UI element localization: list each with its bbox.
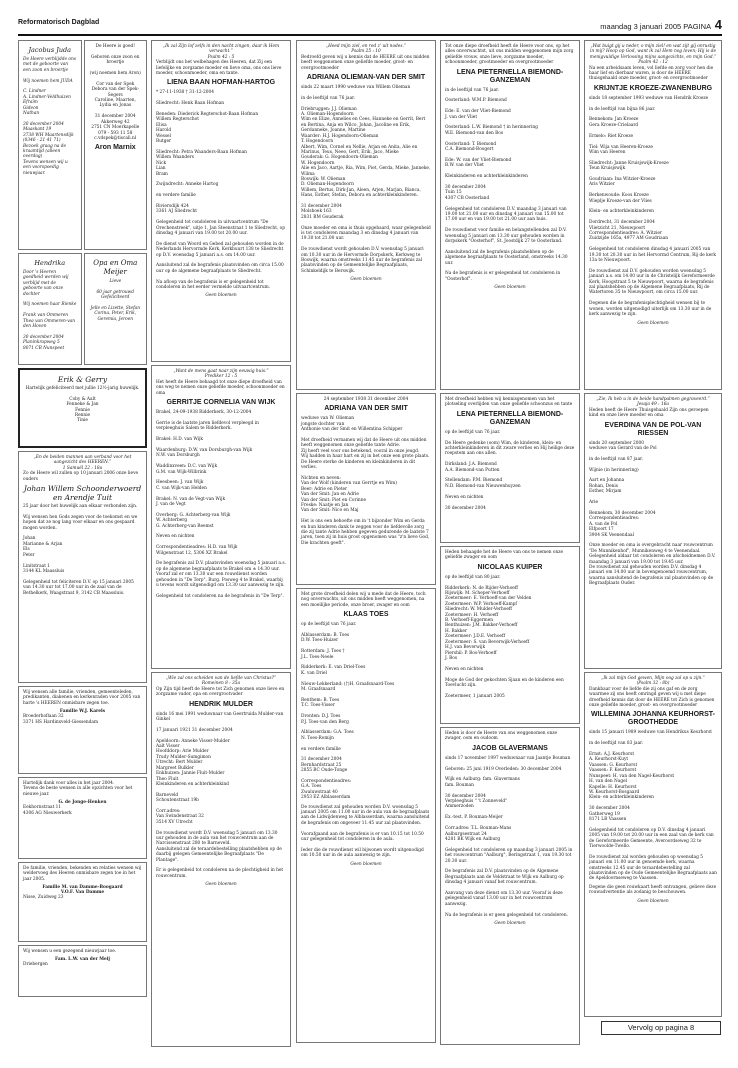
notice-body: op de leeftijd van 80 jaar. Ridderkerk: N. de Rijder-Verhoeff Rijswijk: M. Scheper-Verhoeff Zoetermeer: E. Verhoeff-van der Velden Zoetermeer: W.P. Verhoeff-Kampf Sliedrecht: W. Mulder-Verhoeff Zoetermeer: H. Verhoeff B. Verhoeff-Eggermen Benthuizen: J.M. Bakker-Verhoeff H. Bakker Zoetermeer: J.D.E. Verhoeff Zoetermeer: S. van Beverwijk-Verhoeff H.J. van Beverwijk Piershil: P. Bos-Verhoeff J. Bos Neven en nichten Moge de God der gekochten Sjaan en de kinderen een Toevlucht zijn. Zoetermeer, 1 januari 2005: [445, 574, 564, 699]
notice-quote: „Heed mijn ziel, en red z' uit nodes.” Psalm 25 : 10: [325, 44, 407, 55]
notice-text: Hartelijk dank voor alles in het jaar 2004. Tevens de beste wensen in alle opzichten voor het nieuwe jaar.: [23, 781, 133, 797]
deceased-name: ADRIANA VAN DER SMIT: [324, 405, 408, 413]
birth-notice-juda: [18, 40, 82, 250]
death-notice-glavermans: [440, 727, 580, 1045]
issue-date: maandag 3 januari 2005: [600, 22, 682, 31]
announce-row: [18, 253, 147, 368]
birth-name: Jacobus Juda: [28, 46, 72, 54]
continued-on-page-link[interactable]: Vervolg op pagina 8: [601, 1021, 721, 1035]
page-number: 4: [714, 17, 722, 32]
column-2: [151, 40, 291, 1050]
newyear-notice-vandamme: [18, 862, 147, 942]
birth-name: Aron Marnix: [94, 144, 136, 152]
notice-intro: Verblijdt ons het welbehagen des Heeren, dat Zij een liefelijke en zorgzame moeder en lieve oma, ons ons lieve moeder, schoonmoeder, oma en tante.: [156, 60, 282, 77]
column-4: [440, 40, 580, 1048]
notice-quote: „En de beiden mannen aan verband voor het aangezicht des HEEREN.” 1 Samuël 22 : 18a: [33, 455, 132, 471]
notice-intro: Heden is door de Heere van ons weggenomen onze zwager, oom en oudoom: [445, 731, 558, 742]
birth-text: De Heere is goed! Geboren onze zoon en broertje (wij noemen hem Aron) Cor van der Spek Debora van der Spek-Segers Caroline, Maarten, Lydia en Jonas 31 december 2004 Akkerweg 42 2751 CN Moerkapelle 079 - 593 11 58 c.vdspek@tiscali.nl: [89, 44, 141, 141]
death-notice-van-de-pol: [584, 393, 722, 669]
notice-signature: Geen bloemen: [494, 285, 526, 291]
notice-intro: Bedroefd geven wij u kennis dat de HEERE uit ons midden heeft weggenomen onze geliefde moeder, groot- en overgrootmoeder: [301, 54, 430, 71]
notice-body: sinds 22 maart 1990 weduwe van Willem Olieman in de leeftijd van 76 jaar. Driebruggen: J.J. Olieman A. Olieman-Hogendoorn Wim en Elize, Annelies en Cees, Hanneke en Gerrit, Bert en Bertina, Anja en Wilco, Johan, Jacoline en Erik, Gerdanneke, Joanne, Martine Waarder: H.J. Hogendoorn-Olieman T. Hogendoorn Albert, Wim, Cornel en Nellie, Arjan en Anita, Alie en Marinus, Teus, Neeo, Gert, Erik, Jaco, Mieke Gouderak: G. Hogendoorn-Olieman W. Hogendoorn Alie en Jaco, Aartje, Ria, Wim, Piet, Gerda, Mieke, Janneke, Wilma Boswijk: W. Olieman D. Olieman-Hogendoorn Willem, Bertus, Dirk-Jan, Aleen, Arjen, Marjan, Bianca, Hans, Esther, Stefan, Debora en achterkleinkinderen. 31 december 2004 Molshoek 163 2831 BM Gouderak Onze moeder en oma is thuis opgebaard, waar gelegenheid is tot condoleren maandag 3 en dinsdag 4 januari van 19.30 tot 21.00 uur. De rouwdienst wordt gehouden D.V. woensdag 5 januari om 10.30 uur in de Hervormde Dorpskerk, Kerkweg te Boswijk, waarna omstreeks 11.45 uur de begrafenis zal plaatsvinden op de Gemeentelijke Begraafplaats, Schinkeldijk te Berswijk.: [301, 85, 431, 274]
anniversary-text: Hartelijk gefeliciteerd met jullie 12½-jarig huwelijk. Coby & Aalt Fenneke & Jan Fennie Rennie Tinie: [25, 386, 140, 424]
notice-signature: Geen bloemen: [350, 277, 382, 283]
notice-intro: Op Zijn tijd heeft de Heere tot Zich genomen onze lieve en zorgzame vader, opa en overgrootvader: [156, 686, 285, 698]
death-notice-biemond-1: [440, 40, 580, 390]
newyear-notice-karels: [18, 686, 147, 774]
notice-signature: Familie W.J. Karels: [59, 709, 106, 715]
notice-signature: Geen bloemen: [637, 898, 669, 904]
notice-intro: Heden heeft de Heere Thuisgehaald Zijn ons geroepen kind en onze lieve moeder en oma: [589, 407, 709, 419]
notice-text: Wij wensen alle familie, vrienden, gemeenteleden, predikanten, diakenen en kerkenraden voor 2005 van harte 's HEEREN onmisbare zegen toe.: [23, 690, 141, 706]
notice-extra: Degene die geen rouwkaart heeft ontvangen, gelieve deze rouwadvertentie als zodanig te beschouwen.: [589, 884, 717, 896]
notice-signature: G. de Jonge-Henken: [58, 800, 107, 806]
notice-intro: Heden behaagde het de Heere van ons te nemen onze geliefde zwager en oom: [445, 550, 564, 561]
paper-name: Reformatorisch Dagblad: [18, 19, 100, 26]
notice-body: in de leeftijd van 76 jaar. Oosterland: W.M.P. Biemond Ede: E. van der Vliet-Biemond J. van der Vliet Oosterland: L.W. Biemond † in herinnering W.E. Biemond-van den Bos Oosterland: T. Biemond C.A. Biemond-Boogert Ede: W. van der Vliet-Biemond B.W. van der Vliet Kleinkinderen en achterkleinkinderen 30 december 2004 Tuin 15 4307 CB Oosterland Gelegenheid tot condoleren D.V. maandag 3 januari van 19.00 tot 21.00 uur en dinsdag 4 januari van 15.00 tot 17.00 uur en van 19.00 tot 21.00 uur aan huis. De rouwdienst voor familie en belangstellenden zal D.V. woensdag 5 januari om 13.30 uur gehouden worden in dorpskerk "Oosterhof", St. Joostdijk 27 te Oosterland. Aansluitend zal de begrafenis plaatshebben op de algemene begraafplaats te Oosterland, omstreeks 14.30 uur. Na de begrafenis is er gelegenheid tot condoleren in "Oosterhof".: [445, 87, 568, 282]
deceased-name: GERRITJE CORNELIA VAN WIJK: [166, 399, 276, 407]
notice-quote: „Wie zal ons scheiden van de liefde van Christus?” Romeinen 8 : 35a: [165, 676, 277, 687]
death-notice-olieman: [296, 40, 436, 390]
anniversary-notice-meijer: [84, 253, 148, 365]
deceased-name: HENDRIK MULDER: [189, 700, 253, 708]
notice-quote: „Zie, Ik heb u in de beide handpalmen gegraveerd.” Jesaja 49 : 16a: [596, 397, 710, 408]
notice-intro: Zo de Heere wil zullen op 10 januari 2006 onze lieve ouders: [23, 471, 139, 482]
notice-body: weduwe van W. Olieman jongste dochter van Anthonie van der Smit en Willemtina Schipper Met droefheid vernamen wij dat de Heere uit ons midden heeft weggenomen onze geliefde tante Adrie. Zij heeft veel voor ons betekend, vooral in onze jeugd. Wij hadden in haar hart en zij in het onze een grote plaats. De Heere sterke de kinderen en kleinkinderen in dit verlies. Nichten en neven: Van der Wolf (kinderen van Gerrtje en Wim) Beer: Adrie en Pieter Van der Smit: Jan en Adrie Van der Smit: Piet en Corinne Freske: Naatje en Jan Van der Smit: Nico en Maj Het is ons een behoefte om in 't bijzonder Wim en Gerda en hun kinderen dank te zeggen voor de liefdevolle zorg die zij tante Adrie hebben gegeven gedurende de laatste 7 jaren, toen zij in huis groot opgenomen was "z'n lieve God, Die krachten geeft".: [301, 416, 430, 546]
notice-body: sinds 18 september 1993 weduwe van Hendrik Kroeze in de leeftijd van bijna 86 jaar. Bennekom: Jan Kroeze Gera Kroeze-Crielaard Ermelo: Riet Kroeze Tiel: Wija van Heeren-Kroeze Wim van Heeren Sliedrecht: Janne Kruisjswijk-Kroeze Teun Kruisjswijk Goudriaan: Ina Witzier-Kroeze Aris Witzier Berkenwoude: Koos Kroeze Wieplje Kroeze-van der Vlies Klein- en achterkleinkinderen Dordrecht, 31 december 2004 Vlietzicht 21, Nieuwpoort Correspondentieadres: A. Witzier Zuidzijde 165a, 4977 AM Goudriaan Gelegenheid tot condoleren dinsdag 4 januari 2005 van 19.30 tot 20.30 uur in het Hervormd Centrum, Rij de kerk 13a te Nieuwpoort. De rouwdienst zal D.V. gehouden worden woensdag 5 januari a.s. om 14.00 uur in de Christelijk Gereformeerde Kerk, Hoogstraat 5 te Nieuwpoort, waarna de begrafenis zal plaatshebben op de Algemene Begraafplaats, Rij de Watertoren 35 te Nieuwpoort, om circa 15.00 uur. Degenen die de begrafenisplechtigheid wensen bij te wonen, worden uitgenodigd uiterlijk om 13.30 uur in de kerk aanwezig te zijn.: [589, 95, 716, 318]
notice-quote: „Wat buigt gij u neder, o mijn ziel! en wat zijt gij onrustig in mij? Hoop op God, want ik zal Hem nog loven; Hij is de menigvuldige Verlossing mijns aangezichts, en mijn God.” Psalm 42 : 12: [589, 44, 717, 66]
birth-name: Hendrika: [34, 259, 66, 267]
notice-body: sinds 20 september 2000 weduwe van Gerard van de Pol in de leeftijd van 87 jaar. Wijnie (in herinnering) Aart en Johanna Rohan, Denis Esther, Mirjam Arie Bennekom, 30 december 2004 Correspondentieadres: A. van de Pol Elfpoort 17 3904 SK Veenendaal Onze moeder en oma is overgebracht naar rouwcentrum "De Munnikenhof", Munnikenweg 4 te Veenendaal. Gelegenheid aldaar tot condoleren en afscheidnemen D.V. maandag 3 januari van 19.00 tot 19.45 uur. De rouwdienst zal gehouden worden D.V. dinsdag 4 januari om 14.00 uur in bovengenoemd rouwcentrum, waarna aansluitend de begrafenis zal plaatsvinden op de Begraafplaats Ouder.: [589, 440, 716, 587]
anniversary-name: Opa en Oma Meijer: [93, 259, 138, 276]
notice-text: De familie, vrienden, bekenden en relaties wensen wij weldervoeg des Heeren onmisbare zegen toe in het jaar 2005.: [23, 866, 142, 882]
death-notice-kuiper: [440, 546, 580, 724]
notice-body: sinds 17 november 1997 weduwnaar van Jaantje Bouman Geboren: 25 juni 1919 Overleden: 30 december 2004 Wijk en Aalburg: fam. Glavermans fam. Bouman 30 december 2004 Verpleeghuis " 't Zonneveld" Ammerzoden Ex.-test. P. Bouman-Meijer Corr.adres: T.L. Bouman-Mans Aalburgsestraat 24 4281 BK Wijk en Aalburg Gelegenheid tot condoleren op maandag 3 januari 2005 in het rouwcentrum "Aalburg", Beringstraat 1, van 19.30 tot 20.30 uur. De begrafenis zal D.V. plaatsvinden op de Algemene Begraafplaats aan de Veldstraat te Wijk en Aalburg op dinsdag 4 januari vanaf het rouwcentrum. Aanvang van deze dienst om 13.30 uur. Vooraf is deze gelegenheid vanaf 13.00 uur in het rouwcentrum aanwezig. Na de begrafenis is er geen gelegenheid tot condoleren.: [445, 755, 573, 918]
notice-text: Wij wensen u een gezegend nieuwjaar toe.: [23, 949, 117, 954]
notice-quote: „Ik zal mijn God gewen, Mijn oog zal op u zijn.” (Psalm 32 : 8b): [601, 676, 705, 687]
notice-intro: Met droefheid hebben wij kennisgenomen van het plotseling overlijden van onze geliefde schoonzus en tante: [445, 397, 573, 408]
newyear-notice-dejonge: [18, 777, 147, 859]
anniversary-name: Erik & Gerry: [57, 375, 108, 384]
notice-intro: Met grote droefheid delen wij u mede dat de Heere, toch nog onverwachts, uit ons midden heeft weggenomen, na een moeilijke periode, onze broer, zwager en oom: [301, 592, 426, 608]
birth-text: Door 's Heeren goedheid werden wij verblijd met de geboorte van onze dochter Wij noemen haar Rienke Frank van Ommeren Thea van Ommeren-van den Hoven 30 december 2004 Planinkrapweg 5 8071 CB Nunspeet: [23, 270, 77, 351]
notice-signature: Fam. L.W. van der Meij: [55, 957, 110, 963]
notice-quote: „Want de mens gaat naar zijn eeuwig huis.” Prediker 12 : 5: [173, 369, 269, 380]
deceased-name: LENA PIETERNELLA BIEMOND-GANZEMAN: [456, 68, 564, 84]
anniversary-text: Lieve 60 jaar getrouwd Gefeliciteerd Jelle en Lizette, Stefan Corina, Peter, Erik, Geremia, Jeroen: [90, 279, 140, 322]
deceased-name: WILLEMINA JOHANNA KEURHORST-GROOTHEDDE: [591, 711, 715, 727]
column-5: [584, 40, 722, 1020]
masthead: [18, 18, 722, 36]
notice-intro: Het heeft de Heere behaagd tot onze diepe droefheid van ons weg te nemen onze geliefde moeder, schoonmoeder en oma: [156, 379, 285, 396]
notice-signature: Geen bloemen: [350, 861, 382, 867]
birth-text: De Heere verblijdde ons met de geboorte van een zoon en broertje Wij noemen hem JUDA C. Lindner A. Lindner-Veldhuizen Efraïm Gideon Nathan 30 december 2004 Maaskant 19 3738 WH Maartensdijk (0346 - 21 41 71) Bezoek graag na de kraamtijd (alleen overdag) Tevens wensen wij u een voorspoedig nieuwjaar.: [23, 57, 76, 176]
death-notice-baan-hofman: [151, 40, 291, 362]
deceased-name: EVERDINA VAN DE POL-VAN RIESSEN: [604, 421, 702, 437]
death-notice-biemond-2: [440, 393, 580, 543]
notice-dates: 24 september 1938 31 december 2004: [323, 397, 409, 402]
notice-body: op de leeftijd van 76 jaar. De Heere gedenke (oom) Wim, de kinderen, klein- en achterkleinkinderen in dit zware verlies en Hij heilige deze roepstem aan ons allen. Dirksland: J.A. Biemond A.A. Biemond-van Putten Stellendam: P.M. Biemond N.D. Biemond-van Nieuwenhuyzen Neven en nichten 30 december 2004: [445, 429, 575, 511]
notice-signature: Geen bloemen: [205, 882, 237, 888]
death-notice-keurhorst: [584, 672, 722, 1017]
notice-service: De rouwdienst zal gehouden worden D.V. woensdag 5 januari 2005 om 11.00 uur in de aula van de begraafplaats aan de Lidwijdenweg te Alblasserdam, waarna aansluitend de begrafenis om ongeveer 11.45 uur zal plaatsvinden. Voorafgaand aan de begrafenis is er van 10.15 tot 10.50 uur gelegenheid tot condoleren in de aula. Ieder die de rouwdienst wil bijwonen wordt uitgenodigd om 10.50 uur in de aula aanwezig te zijn.: [301, 804, 430, 859]
notice-signature: Geen bloemen: [494, 921, 526, 926]
notice-body: sinds 15 januari 1989 weduwe van Hendrikus Keurhorst in de leeftijd van 83 jaar. Ernst: A.J. Keurhorst A. Keurhorst-Kuyt Vaassen: G. Keurhorst Vaassen: F. Keurhorst Nunspeet: H. van den Nagel-Keurhorst H. van den Nagel Kapelle: H. Keurhorst W. Keurhorst-Bosgaard Klein- en achterkleinkinderen 30 december 2004 Gatherweg 19 8171 LB Vaassen Gelegenheid tot condoleren op D.V. dinsdag 4 januari 2005 van 19.00 tot 20.00 uur in een zaal van de kerk van de Gereformeerde Gemeente, Averoordseweg 32 te Tierwoolde-Twello. De rouwdienst zal worden gehouden op woensdag 5 januari om 11.00 uur in genoemde kerk, waarna omstreeks 12.45 uur de teraardebestelling zal plaatsvinden op de Oude Gemeentelijke Begraafplaats aan de Apeldoornseweg te Vaassen.: [589, 730, 717, 882]
death-notice-mulder: [151, 672, 291, 1047]
notice-signature: Geen bloemen: [637, 320, 669, 326]
notice-address: Driebergen: [23, 962, 48, 968]
deceased-name: KRIJNTJE KROEZE-ZWANENBURG: [593, 84, 713, 92]
newyear-notice-vandermeij: [18, 945, 147, 997]
notice-address: Eekhornstraat 11 4306 AG Nieuwerkerk: [23, 805, 72, 816]
notice-signature: Familie M. van Damme-Boogaard V.O.F. Van Damme: [42, 885, 123, 896]
notice-address: Broederhoflaan 32 3371 HS Hardinxveld-Giessendam: [23, 714, 99, 725]
column-1: [18, 40, 147, 1000]
notice-intro: Tot onze diepe droefheid heeft de Heere voor ons, op het alles onverwachtst, uit ons midden weggenomen mijn zorg geliefde vrouw, onze lieve, zorgzame moeder, schoonmoeder, grootmoeder en overgrootmoeder: [445, 44, 574, 66]
notice-quote: „Ik zal Zijn lof zelfs in den nacht zingen, daar ik Hem verwacht.” Psalm 42 : 5: [162, 44, 280, 60]
notice-body: Brakel, 24-09-1938 Ridderkerk, 30-12-2004 Gerrie is de laatste jaren liefdevol verpleegd in verpleeghuis Salem te Ridderkerk. Brakel: H.D. van Wijk Waardenburg: D.W. van Dorsburgh-van Wijk N.W. van Dorsburgh Waddinxveen: D.C. van Wijk G.M. van Wijk-Wilbrink Heesbeen: J. van Wijk C. van Wijk-van Helden Brakel: N. van de Vegt-van Wijk J. van de Vegt Overberg: G. Achterberg-van Wijk W. Achterberg G. Achterberg-van Reemst Neven en nichten Correspondentieadres: H.D. van Wijk Wilgenstraat 12, 5306 XZ Brakel De begrafenis zal D.V. plaatsvinden woensdag 5 januari a.s. op de algemene begraafplaats te Brakel om ± 14.30 uur. Vooraf zal er om 13.30 uur een rouwdienst worden gehouden in "De Terp", Burg. Posweg 4 te Brakel, waarbij u tevens wordt uitgenodigd om 13.30 uur aanwezig te zijn. Gelegenheid tot condoleren na de begrafenis in "De Terp".: [156, 410, 286, 599]
notice-body: sinds 16 mei 1991 weduwnaar van Geertruida Mulder-van Ginkel 17 januari 1921 31 december 2004 Apeldoorn: Anneke Visser-Mulder Aalt Visser Hoofddorp: Arie Mulder Trudy Mulder-Sumgimon Utrecht: Bert Mulder Margreet Bulkler Enkhuizen: Jannie Fluit-Mulder Theo Fluit Kleinkinderen en achterkleinkind Barneveld Schoutenstraat 19b Corr.adres: Van Swindenstraat 32 3514 XV Utrecht De rouwdienst wordt D.V. woensdag 5 januari om 13.30 uur gehouden in de aula van het rouwcentrum aan de Narcissenstraat 280 te Barneveld. Aansluitend zal de teraardebestelling plaatshebben op de daarbij gelegen Gemeentelijke Begraafplaats "De Plantage". Er is gelegenheid tot condoleren na de plechtigheid in het rouwcentrum.: [156, 711, 284, 879]
death-notice-kroeze: [584, 40, 722, 390]
anniversary-text: 25 jaar door het huwelijk aan elkaar verbonden zijn. Wij wensen hen Gods zegen voor de toekomst en we hopen dat ze nog lang voor elkaar en ons gespaard mogen worden. Johan Marianne & Arjan Els Peter Linitstraat 1 3144 KL Maassluis Gelegenheid tot feliciteren D.V. op 15 januari 2005 van 14.30 uur tot 17.00 uur in de zaal van de Bethelkerk, Waagstraat 9, 3142 CB Maassluis.: [23, 504, 138, 596]
page-info: [600, 17, 722, 32]
notice-intro: Dankbaar voor de liefde die zij ons gaf en de zorg waarmee zij ons heeft omringd geven wij u met diepe droefheid kennis dat door de HEERE tot Zich is genomen onze geliefde moeder, groot- en overgrootmoeder: [589, 686, 715, 709]
birth-notice-hendrika: [18, 253, 82, 365]
deceased-name: ADRIANA OLIEMAN-VAN DER SMIT: [306, 74, 426, 82]
death-notice-van-der-smit: [296, 393, 436, 585]
column-3: [296, 40, 436, 1046]
death-notice-van-wijk: [151, 365, 291, 669]
notice-body: * 27-11-1938 † 31-12-2004 Sliedrecht: Henk Baan Hofman Beneden: Diederick Regterschot-Baan Hofman Willem Regterschot Elisa Harold Wessel Rutger Sliedrecht: Petra Waanders-Baan Hofman Willem Waanders Nick Lian Bram Zwijndrecht: Anneke Hartog en verdere familie Riviersdijk 424 3361 AJ Sliedrecht Gelegenheid tot condoleren in uitvaartcentrum "De Orechenstreek", uitje 1, Jan Steenstraat 1 te Sliedrecht, op dinsdag 4 januari van 19.00 tot 20.00 uur. De dienst van Woord en Gebed zal gehouden worden in de Nederlands Hervormde Kerk, Kerkbuurt 138 te Sliedrecht op D.V. woensdag 5 januari a.s. om 14.00 uur. Aansluitend zal de begrafenis plaatsvinden om circa 15.00 uur op de algemene begraafplaats te Sliedrecht. Na afloop van de begrafenis is er gelegenheid tot condoleren in het eerder vermelde uitvaartcentrum.: [156, 90, 285, 291]
deceased-name: JACOB GLAVERMANS: [472, 744, 548, 752]
notice-address: Nisse, Zuidweg 23: [23, 895, 64, 901]
deceased-name: NICOLAAS KUIPER: [477, 563, 543, 571]
notice-body: op de leeftijd van 76 jaar. Alblasserdam: B. Toes D.W. Toes-Huizer Rotterdam: J. Toes † J.L. Toes-Neele Ridderkerk: E. van Driel-Toes K. van Driel Nieuw-Lekkerland: (†)H. Graafsnaard-Toes M. Graafsnaard Benthem: B. Toes T.C. Toes-Visser Dronten: D.J. Toes P.J. Toes-van den Berg Alblasserdam: G.A. Toes N. Toes-Romijn en verdere familie 31 december 2004 Bernhardstraat 25 2855 BC Oude-Tonge Correspondentieadres: G.A. Toes Zwaluwstraat 40 2953 EZ Alblasserdam: [301, 622, 395, 801]
deceased-name: KLAAS TOES: [343, 611, 389, 619]
birth-row: [18, 40, 147, 253]
notice-intro: Na een arbeidsaam leven, vol liefde en zorg voor hen die haar lief en dierbaar waren, is door de HEERE thuisgehaald onze moeder, groot- en overgrootmoeder: [589, 65, 714, 82]
anniversary-notice-schoonderwoerd: [18, 451, 147, 683]
birth-notice-aron: [84, 40, 148, 250]
deceased-name: LIENA BAAN HOFMAN-HARTOG: [166, 79, 276, 87]
anniversary-name: Johan Willem Schoonderwoerd en Arendje Tuit: [23, 484, 142, 503]
notice-signature: Geen bloemen: [205, 293, 237, 299]
anniversary-notice-erik-gerry: [18, 368, 147, 448]
page-label: PAGINA: [683, 22, 711, 31]
death-notice-toes: [296, 588, 436, 1043]
deceased-name: LENA PIETERNELLA BIEMOND-GANZEMAN: [456, 410, 564, 426]
